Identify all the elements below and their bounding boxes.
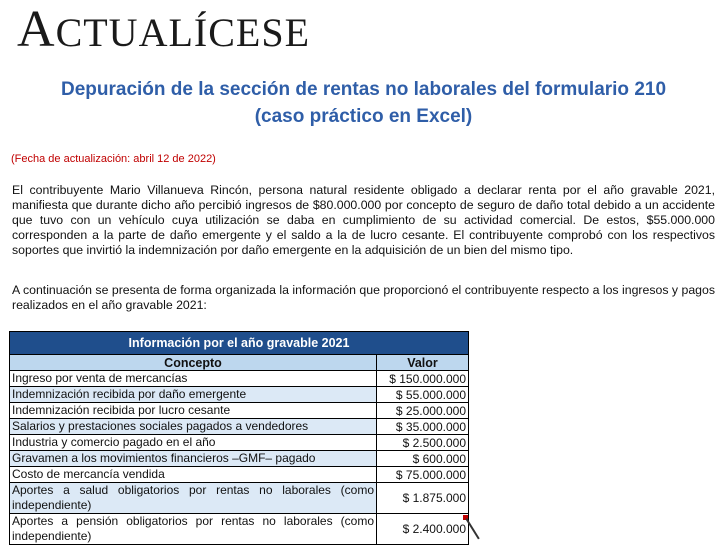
value-cell: $ 2.500.000 bbox=[377, 435, 469, 451]
column-header-value: Valor bbox=[377, 355, 469, 371]
concept-cell: Gravamen a los movimientos financieros –GMF– pagado bbox=[10, 451, 377, 467]
table-row bbox=[10, 514, 469, 545]
table-row bbox=[10, 451, 469, 467]
concept-cell: Aportes a pensión obligatorios por rentas no laborales (como independiente) bbox=[10, 514, 377, 545]
intro-paragraph: El contribuyente Mario Villanueva Rincón, persona natural residente obligado a declarar renta por el año gravable 2021, manifiesta que durante dicho año percibió ingresos de $80.000.000 por concepto de seguro de daño total debido a un accidente que tuvo con un vehículo cuya utilización se daba en cumplimiento de su actividad comercial. De estos, $55.000.000 corresponden a la parte de daño emergente y el saldo a la de lucro cesante. El contribuyente comprobó con los respectivos soportes que invirtió la indemnización por daño emergente en la adquisición de un bien del mismo tipo. bbox=[12, 183, 715, 257]
table-row bbox=[10, 435, 469, 451]
table-row bbox=[10, 403, 469, 419]
concept-cell: Indemnización recibida por daño emergente bbox=[10, 387, 377, 403]
table-row bbox=[10, 371, 469, 387]
value-cell: $ 55.000.000 bbox=[377, 387, 469, 403]
actualicese-logo bbox=[17, 2, 310, 61]
table-intro-paragraph: A continuación se presenta de forma organizada la información que proporcionó el contribuyente respecto a los ingresos y pagos realizados en el año gravable 2021: bbox=[12, 283, 715, 312]
value-cell: $ 150.000.000 bbox=[377, 371, 469, 387]
table-row bbox=[10, 387, 469, 403]
title-line-1: Depuración de la sección de rentas no laborales del formulario 210 bbox=[60, 79, 667, 100]
concept-cell: Indemnización recibida por lucro cesante bbox=[10, 403, 377, 419]
value-cell: $ 25.000.000 bbox=[377, 403, 469, 419]
value-cell: $ 2.400.000 bbox=[377, 514, 469, 545]
value-cell: $ 1.875.000 bbox=[377, 483, 469, 514]
concept-cell: Salarios y prestaciones sociales pagados a vendedores bbox=[10, 419, 377, 435]
logo-first-letter: A bbox=[17, 1, 56, 58]
concept-cell: Aportes a salud obligatorios por rentas no laborales (como independiente) bbox=[10, 483, 377, 514]
concept-cell: Ingreso por venta de mercancías bbox=[10, 371, 377, 387]
update-date: (Fecha de actualización: abril 12 de 2022) bbox=[11, 153, 216, 165]
concept-cell: Industria y comercio pagado en el año bbox=[10, 435, 377, 451]
table-row bbox=[10, 467, 469, 483]
table-title: Información por el año gravable 2021 bbox=[10, 332, 469, 355]
value-cell: $ 75.000.000 bbox=[377, 467, 469, 483]
column-header-concept: Concepto bbox=[10, 355, 377, 371]
value-cell: $ 35.000.000 bbox=[377, 419, 469, 435]
info-table bbox=[9, 331, 469, 545]
table-row bbox=[10, 419, 469, 435]
title-line-2: (caso práctico en Excel) bbox=[254, 106, 473, 127]
logo-rest: CTUALÍCESE bbox=[55, 10, 310, 55]
concept-cell: Costo de mercancía vendida bbox=[10, 467, 377, 483]
value-cell: $ 600.000 bbox=[377, 451, 469, 467]
table-row bbox=[10, 483, 469, 514]
page-title bbox=[0, 76, 727, 130]
